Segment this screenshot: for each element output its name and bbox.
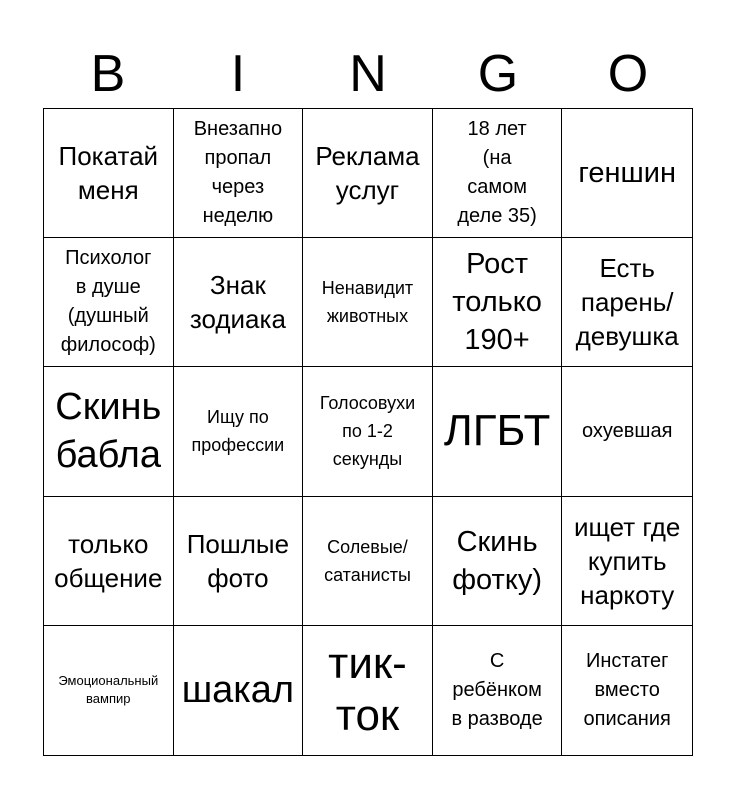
bingo-cell-2-3[interactable]: Ненавидит животных	[303, 238, 433, 367]
bingo-cell-3-3[interactable]: Голосовухи по 1-2 секунды	[303, 367, 433, 496]
header-letter-o: O	[607, 45, 649, 103]
bingo-cell-4-5[interactable]: ищет где купить наркоту	[562, 497, 692, 626]
bingo-cell-3-5[interactable]: охуевшая	[562, 367, 692, 496]
bingo-cell-5-1[interactable]: Эмоциональный вампир	[44, 626, 174, 755]
bingo-cell-4-1[interactable]: только общение	[44, 497, 174, 626]
header-letter-i: I	[230, 45, 246, 103]
header-letter-n: N	[349, 45, 387, 103]
bingo-cell-1-3[interactable]: Реклама услуг	[303, 109, 433, 238]
bingo-cell-2-4[interactable]: Рост только 190+	[433, 238, 563, 367]
bingo-cell-5-4[interactable]: С ребёнком в разводе	[433, 626, 563, 755]
header-letter-b: B	[90, 45, 126, 103]
bingo-cell-1-1[interactable]: Покатай меня	[44, 109, 174, 238]
bingo-cell-1-5[interactable]: геншин	[562, 109, 692, 238]
bingo-cell-4-2[interactable]: Пошлые фото	[174, 497, 304, 626]
bingo-cell-5-3[interactable]: тик- ток	[303, 626, 433, 755]
bingo-cell-2-5[interactable]: Есть парень/ девушка	[562, 238, 692, 367]
bingo-cell-4-4[interactable]: Скинь фотку)	[433, 497, 563, 626]
bingo-cell-1-2[interactable]: Внезапно пропал через неделю	[174, 109, 304, 238]
bingo-cell-3-1[interactable]: Скинь бабла	[44, 367, 174, 496]
bingo-grid	[43, 108, 693, 756]
bingo-cell-2-2[interactable]: Знак зодиака	[174, 238, 304, 367]
bingo-header	[43, 40, 693, 108]
bingo-cell-1-4[interactable]: 18 лет (на самом деле 35)	[433, 109, 563, 238]
bingo-cell-5-5[interactable]: Инстатег вместо описания	[583, 649, 671, 730]
bingo-cell-5-2[interactable]: шакал	[174, 626, 304, 755]
bingo-cell-3-2[interactable]: Ищу по профессии	[174, 367, 304, 496]
header-letter-g: G	[477, 45, 519, 103]
bingo-cell-4-3[interactable]: Солевые/ сатанисты	[303, 497, 433, 626]
bingo-cell-3-4[interactable]: ЛГБТ	[433, 367, 563, 496]
bingo-cell-2-1[interactable]: Психолог в душе (душный философ)	[44, 238, 174, 367]
